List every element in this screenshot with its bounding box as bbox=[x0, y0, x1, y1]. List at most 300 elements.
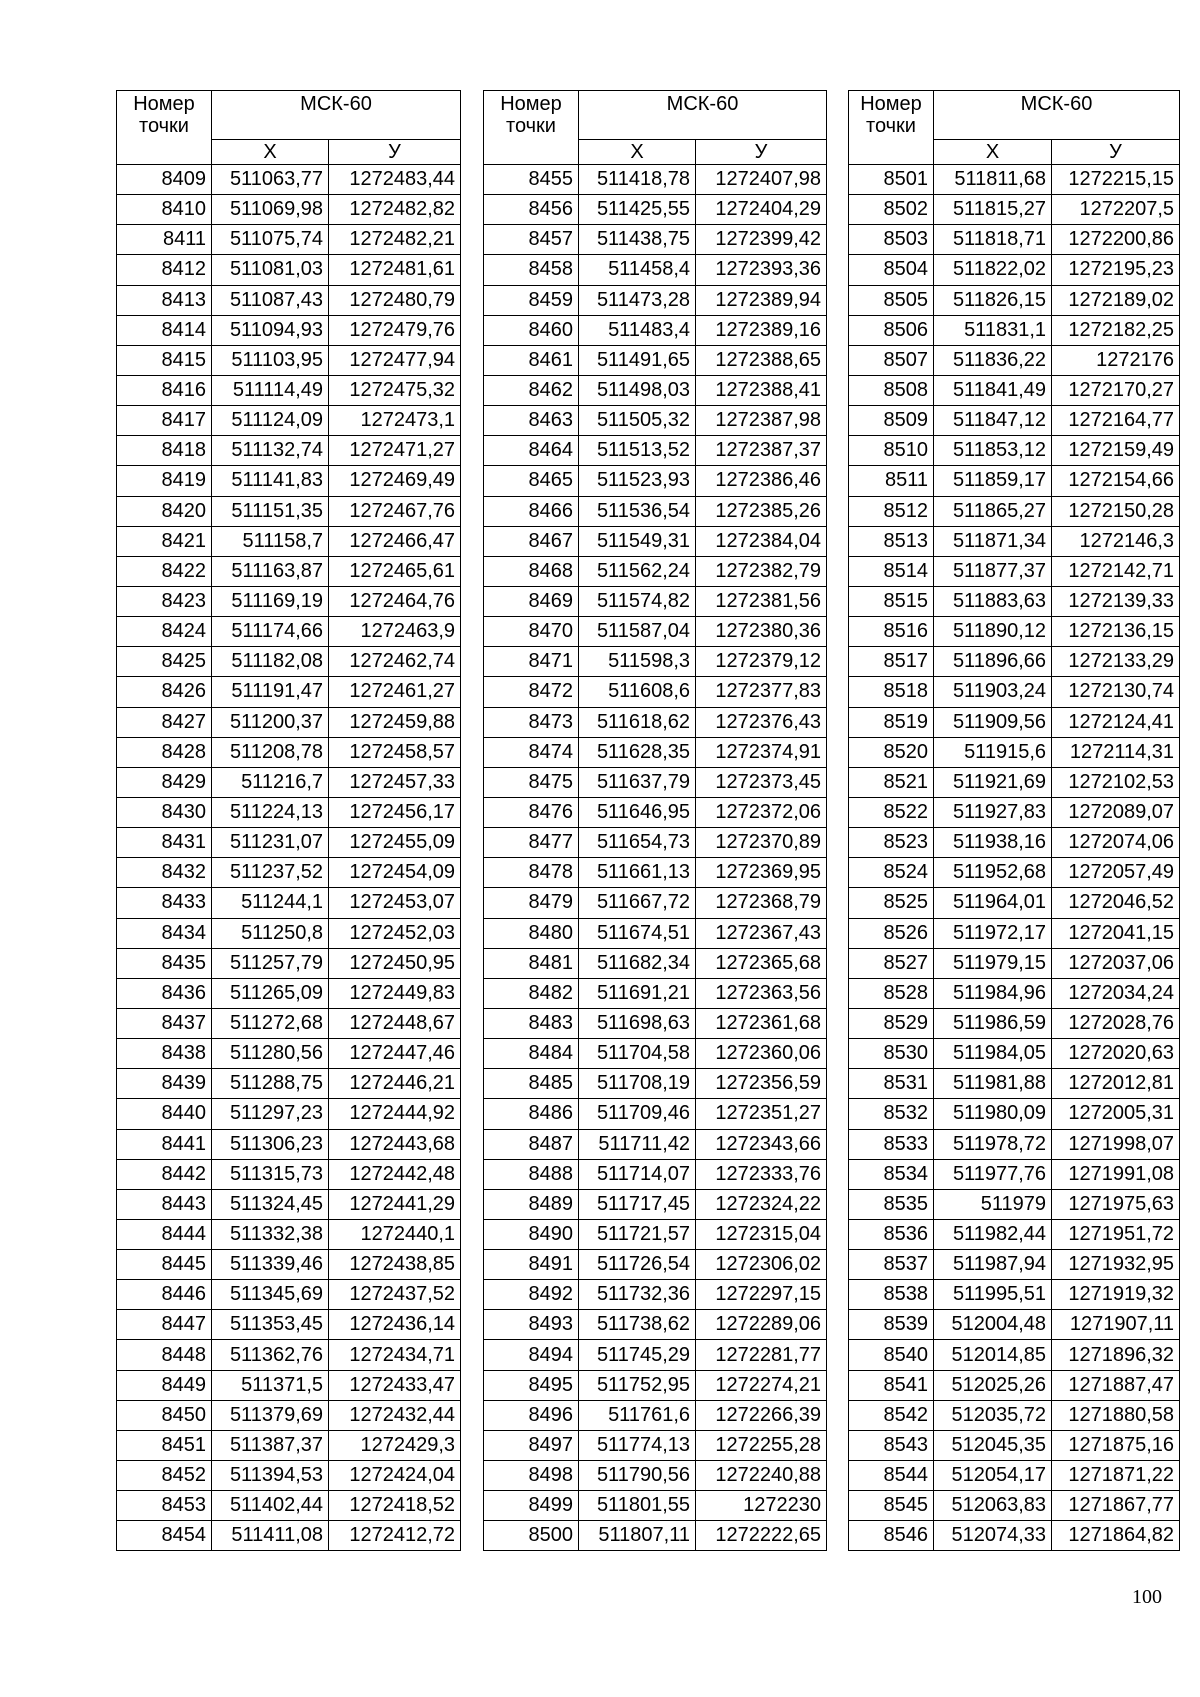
x-coordinate-cell: 511822,02 bbox=[934, 255, 1052, 285]
point-number-cell: 8475 bbox=[484, 767, 579, 797]
point-number-cell: 8514 bbox=[849, 556, 934, 586]
table-row bbox=[849, 767, 1180, 797]
point-number-cell: 8484 bbox=[484, 1039, 579, 1069]
point-number-cell: 8448 bbox=[117, 1340, 212, 1370]
x-coordinate-cell: 511790,56 bbox=[579, 1461, 696, 1491]
x-coordinate-cell: 511682,34 bbox=[579, 948, 696, 978]
table-row bbox=[117, 1340, 461, 1370]
x-coordinate-cell: 511831,1 bbox=[934, 315, 1052, 345]
y-coordinate-cell: 1272456,17 bbox=[329, 797, 461, 827]
point-number-cell: 8534 bbox=[849, 1159, 934, 1189]
table-row bbox=[117, 496, 461, 526]
y-coordinate-cell: 1272368,79 bbox=[696, 888, 827, 918]
table-row bbox=[484, 195, 827, 225]
point-number-cell: 8446 bbox=[117, 1280, 212, 1310]
point-number-cell: 8453 bbox=[117, 1491, 212, 1521]
x-coordinate-cell: 511774,13 bbox=[579, 1430, 696, 1460]
y-coordinate-cell: 1272215,15 bbox=[1052, 165, 1180, 195]
y-coordinate-cell: 1272437,52 bbox=[329, 1280, 461, 1310]
x-coordinate-cell: 511972,17 bbox=[934, 918, 1052, 948]
table-row bbox=[117, 1430, 461, 1460]
point-number-cell: 8542 bbox=[849, 1400, 934, 1430]
y-coordinate-cell: 1272074,06 bbox=[1052, 828, 1180, 858]
point-number-cell: 8540 bbox=[849, 1340, 934, 1370]
page-number: 100 bbox=[1132, 1586, 1162, 1608]
y-coordinate-cell: 1272376,43 bbox=[696, 707, 827, 737]
table-row bbox=[849, 1310, 1180, 1340]
x-coordinate-cell: 511250,8 bbox=[212, 918, 329, 948]
point-number-cell: 8481 bbox=[484, 948, 579, 978]
point-number-cell: 8417 bbox=[117, 406, 212, 436]
point-number-cell: 8539 bbox=[849, 1310, 934, 1340]
point-number-cell: 8433 bbox=[117, 888, 212, 918]
point-number-cell: 8424 bbox=[117, 617, 212, 647]
table-row bbox=[484, 1008, 827, 1038]
x-coordinate-cell: 511704,58 bbox=[579, 1039, 696, 1069]
point-number-cell: 8527 bbox=[849, 948, 934, 978]
point-number-cell: 8454 bbox=[117, 1521, 212, 1551]
x-coordinate-cell: 511979,15 bbox=[934, 948, 1052, 978]
coordinate-system-header: МСК-60 bbox=[934, 91, 1180, 140]
point-number-cell: 8487 bbox=[484, 1129, 579, 1159]
x-coordinate-cell: 511981,88 bbox=[934, 1069, 1052, 1099]
point-number-cell: 8508 bbox=[849, 375, 934, 405]
x-coordinate-cell: 511714,07 bbox=[579, 1159, 696, 1189]
table-row bbox=[117, 1159, 461, 1189]
point-number-cell: 8439 bbox=[117, 1069, 212, 1099]
point-number-cell: 8485 bbox=[484, 1069, 579, 1099]
point-number-cell: 8516 bbox=[849, 617, 934, 647]
table-row bbox=[484, 466, 827, 496]
table-row bbox=[117, 436, 461, 466]
table-row bbox=[849, 225, 1180, 255]
x-coordinate-cell: 511536,54 bbox=[579, 496, 696, 526]
x-coordinate-cell: 512045,35 bbox=[934, 1430, 1052, 1460]
x-coordinate-cell: 511628,35 bbox=[579, 737, 696, 767]
x-coordinate-cell: 511458,4 bbox=[579, 255, 696, 285]
point-number-cell: 8535 bbox=[849, 1189, 934, 1219]
y-coordinate-cell: 1272057,49 bbox=[1052, 858, 1180, 888]
x-coordinate-cell: 511418,78 bbox=[579, 165, 696, 195]
table-row bbox=[117, 1461, 461, 1491]
point-number-cell: 8515 bbox=[849, 586, 934, 616]
point-number-cell: 8492 bbox=[484, 1280, 579, 1310]
x-coordinate-cell: 511231,07 bbox=[212, 828, 329, 858]
y-coordinate-cell: 1272374,91 bbox=[696, 737, 827, 767]
table-row bbox=[484, 406, 827, 436]
table-row bbox=[849, 707, 1180, 737]
y-coordinate-cell: 1272471,27 bbox=[329, 436, 461, 466]
table-row bbox=[849, 1400, 1180, 1430]
y-coordinate-cell: 1272146,3 bbox=[1052, 526, 1180, 556]
x-coordinate-cell: 511587,04 bbox=[579, 617, 696, 647]
table-row bbox=[117, 647, 461, 677]
x-coordinate-cell: 511815,27 bbox=[934, 195, 1052, 225]
y-coordinate-cell: 1272479,76 bbox=[329, 315, 461, 345]
x-coordinate-cell: 511995,51 bbox=[934, 1280, 1052, 1310]
table-row bbox=[117, 1069, 461, 1099]
point-number-cell: 8517 bbox=[849, 647, 934, 677]
x-coordinate-cell: 511513,52 bbox=[579, 436, 696, 466]
y-coordinate-cell: 1271871,22 bbox=[1052, 1461, 1180, 1491]
x-coordinate-cell: 511709,46 bbox=[579, 1099, 696, 1129]
x-coordinate-cell: 511132,74 bbox=[212, 436, 329, 466]
x-coordinate-cell: 511826,15 bbox=[934, 285, 1052, 315]
table-row bbox=[484, 677, 827, 707]
table-row bbox=[484, 526, 827, 556]
y-coordinate-cell: 1272189,02 bbox=[1052, 285, 1180, 315]
y-coordinate-cell: 1272444,92 bbox=[329, 1099, 461, 1129]
y-coordinate-cell: 1272381,56 bbox=[696, 586, 827, 616]
x-coordinate-cell: 511637,79 bbox=[579, 767, 696, 797]
table-row bbox=[849, 1491, 1180, 1521]
table-row bbox=[484, 1219, 827, 1249]
x-coordinate-cell: 511896,66 bbox=[934, 647, 1052, 677]
x-coordinate-cell: 512035,72 bbox=[934, 1400, 1052, 1430]
point-number-cell: 8473 bbox=[484, 707, 579, 737]
y-coordinate-cell: 1272230 bbox=[696, 1491, 827, 1521]
x-coordinate-cell: 511297,23 bbox=[212, 1099, 329, 1129]
table-row bbox=[849, 375, 1180, 405]
point-number-header: Номер точки bbox=[484, 91, 579, 165]
x-coordinate-cell: 511708,19 bbox=[579, 1069, 696, 1099]
table-row bbox=[849, 1340, 1180, 1370]
point-number-cell: 8410 bbox=[117, 195, 212, 225]
x-coordinate-cell: 511169,19 bbox=[212, 586, 329, 616]
y-coordinate-cell: 1272480,79 bbox=[329, 285, 461, 315]
y-coordinate-cell: 1272133,29 bbox=[1052, 647, 1180, 677]
point-number-cell: 8451 bbox=[117, 1430, 212, 1460]
table-row bbox=[849, 496, 1180, 526]
y-coordinate-cell: 1272385,26 bbox=[696, 496, 827, 526]
x-coordinate-cell: 511711,42 bbox=[579, 1129, 696, 1159]
x-coordinate-cell: 511654,73 bbox=[579, 828, 696, 858]
y-coordinate-cell: 1272377,83 bbox=[696, 677, 827, 707]
table-row bbox=[849, 526, 1180, 556]
point-number-cell: 8541 bbox=[849, 1370, 934, 1400]
table-row bbox=[117, 1521, 461, 1551]
y-coordinate-cell: 1272453,07 bbox=[329, 888, 461, 918]
point-number-cell: 8436 bbox=[117, 978, 212, 1008]
point-number-cell: 8455 bbox=[484, 165, 579, 195]
y-coordinate-cell: 1271896,32 bbox=[1052, 1340, 1180, 1370]
x-coordinate-cell: 511339,46 bbox=[212, 1250, 329, 1280]
point-number-cell: 8428 bbox=[117, 737, 212, 767]
point-number-cell: 8513 bbox=[849, 526, 934, 556]
x-coordinate-cell: 511574,82 bbox=[579, 586, 696, 616]
table-row bbox=[849, 858, 1180, 888]
x-coordinate-cell: 511216,7 bbox=[212, 767, 329, 797]
table-row bbox=[117, 1370, 461, 1400]
y-coordinate-cell: 1272433,47 bbox=[329, 1370, 461, 1400]
point-number-cell: 8445 bbox=[117, 1250, 212, 1280]
point-number-cell: 8442 bbox=[117, 1159, 212, 1189]
table-row bbox=[849, 1039, 1180, 1069]
x-coordinate-cell: 511237,52 bbox=[212, 858, 329, 888]
point-number-cell: 8450 bbox=[117, 1400, 212, 1430]
y-coordinate-cell: 1272464,76 bbox=[329, 586, 461, 616]
table-row bbox=[849, 285, 1180, 315]
y-coordinate-cell: 1272130,74 bbox=[1052, 677, 1180, 707]
table-row bbox=[484, 1069, 827, 1099]
x-coordinate-cell: 511562,24 bbox=[579, 556, 696, 586]
y-coordinate-cell: 1272114,31 bbox=[1052, 737, 1180, 767]
point-number-cell: 8457 bbox=[484, 225, 579, 255]
point-number-cell: 8493 bbox=[484, 1310, 579, 1340]
y-coordinate-cell: 1272195,23 bbox=[1052, 255, 1180, 285]
x-coordinate-cell: 511986,59 bbox=[934, 1008, 1052, 1038]
point-number-cell: 8431 bbox=[117, 828, 212, 858]
y-coordinate-cell: 1272454,09 bbox=[329, 858, 461, 888]
point-number-cell: 8528 bbox=[849, 978, 934, 1008]
coordinates-table-3 bbox=[848, 90, 1180, 1551]
coordinate-system-header: МСК-60 bbox=[212, 91, 461, 140]
y-coordinate-cell: 1272343,66 bbox=[696, 1129, 827, 1159]
point-number-cell: 8490 bbox=[484, 1219, 579, 1249]
x-coordinate-cell: 511075,74 bbox=[212, 225, 329, 255]
x-coordinate-cell: 511865,27 bbox=[934, 496, 1052, 526]
x-coordinate-cell: 511063,77 bbox=[212, 165, 329, 195]
point-number-cell: 8543 bbox=[849, 1430, 934, 1460]
table-row bbox=[849, 1250, 1180, 1280]
table-row bbox=[484, 1129, 827, 1159]
x-coordinate-cell: 511124,09 bbox=[212, 406, 329, 436]
x-header: Х bbox=[212, 140, 329, 165]
x-coordinate-cell: 512014,85 bbox=[934, 1340, 1052, 1370]
table-row bbox=[484, 647, 827, 677]
table-row bbox=[117, 406, 461, 436]
y-coordinate-cell: 1272370,89 bbox=[696, 828, 827, 858]
point-number-cell: 8497 bbox=[484, 1430, 579, 1460]
x-coordinate-cell: 511980,09 bbox=[934, 1099, 1052, 1129]
table-row bbox=[849, 406, 1180, 436]
x-coordinate-cell: 511738,62 bbox=[579, 1310, 696, 1340]
y-coordinate-cell: 1272333,76 bbox=[696, 1159, 827, 1189]
table-row bbox=[484, 496, 827, 526]
point-number-cell: 8536 bbox=[849, 1219, 934, 1249]
point-number-cell: 8530 bbox=[849, 1039, 934, 1069]
table-row bbox=[849, 255, 1180, 285]
table-row bbox=[849, 556, 1180, 586]
x-coordinate-cell: 511103,95 bbox=[212, 345, 329, 375]
y-coordinate-cell: 1271864,82 bbox=[1052, 1521, 1180, 1551]
y-coordinate-cell: 1272102,53 bbox=[1052, 767, 1180, 797]
y-coordinate-cell: 1272139,33 bbox=[1052, 586, 1180, 616]
table-row bbox=[117, 285, 461, 315]
point-number-cell: 8512 bbox=[849, 496, 934, 526]
point-number-cell: 8452 bbox=[117, 1461, 212, 1491]
point-number-cell: 8435 bbox=[117, 948, 212, 978]
point-number-cell: 8509 bbox=[849, 406, 934, 436]
x-coordinate-cell: 511402,44 bbox=[212, 1491, 329, 1521]
x-coordinate-cell: 511818,71 bbox=[934, 225, 1052, 255]
table-row bbox=[484, 556, 827, 586]
point-number-cell: 8538 bbox=[849, 1280, 934, 1310]
point-number-cell: 8462 bbox=[484, 375, 579, 405]
table-row bbox=[484, 315, 827, 345]
table-row bbox=[484, 1400, 827, 1430]
y-coordinate-cell: 1272443,68 bbox=[329, 1129, 461, 1159]
x-coordinate-cell: 511752,95 bbox=[579, 1370, 696, 1400]
table-row bbox=[484, 737, 827, 767]
point-number-cell: 8483 bbox=[484, 1008, 579, 1038]
y-coordinate-cell: 1272388,65 bbox=[696, 345, 827, 375]
x-coordinate-cell: 511498,03 bbox=[579, 375, 696, 405]
y-coordinate-cell: 1272442,48 bbox=[329, 1159, 461, 1189]
point-number-cell: 8419 bbox=[117, 466, 212, 496]
point-number-cell: 8507 bbox=[849, 345, 934, 375]
y-coordinate-cell: 1272404,29 bbox=[696, 195, 827, 225]
x-coordinate-cell: 511836,22 bbox=[934, 345, 1052, 375]
table-row bbox=[849, 948, 1180, 978]
table-row bbox=[849, 617, 1180, 647]
y-coordinate-cell: 1272412,72 bbox=[329, 1521, 461, 1551]
y-coordinate-cell: 1272393,36 bbox=[696, 255, 827, 285]
point-number-cell: 8458 bbox=[484, 255, 579, 285]
table-row bbox=[117, 225, 461, 255]
x-coordinate-cell: 511847,12 bbox=[934, 406, 1052, 436]
point-number-cell: 8416 bbox=[117, 375, 212, 405]
x-coordinate-cell: 511069,98 bbox=[212, 195, 329, 225]
y-coordinate-cell: 1272154,66 bbox=[1052, 466, 1180, 496]
table-row bbox=[849, 1008, 1180, 1038]
y-coordinate-cell: 1272462,74 bbox=[329, 647, 461, 677]
x-coordinate-cell: 511224,13 bbox=[212, 797, 329, 827]
x-coordinate-cell: 511473,28 bbox=[579, 285, 696, 315]
table-row bbox=[117, 1099, 461, 1129]
table-row bbox=[117, 617, 461, 647]
x-coordinate-cell: 511977,76 bbox=[934, 1159, 1052, 1189]
x-coordinate-cell: 511332,38 bbox=[212, 1219, 329, 1249]
point-number-cell: 8413 bbox=[117, 285, 212, 315]
table-row bbox=[849, 345, 1180, 375]
point-number-cell: 8486 bbox=[484, 1099, 579, 1129]
point-number-cell: 8421 bbox=[117, 526, 212, 556]
point-number-cell: 8470 bbox=[484, 617, 579, 647]
point-number-cell: 8489 bbox=[484, 1189, 579, 1219]
point-number-cell: 8461 bbox=[484, 345, 579, 375]
y-coordinate-cell: 1271875,16 bbox=[1052, 1430, 1180, 1460]
y-coordinate-cell: 1272020,63 bbox=[1052, 1039, 1180, 1069]
table-row bbox=[484, 1430, 827, 1460]
table-row bbox=[117, 677, 461, 707]
x-coordinate-cell: 511549,31 bbox=[579, 526, 696, 556]
point-number-cell: 8495 bbox=[484, 1370, 579, 1400]
x-coordinate-cell: 511667,72 bbox=[579, 888, 696, 918]
x-coordinate-cell: 512025,26 bbox=[934, 1370, 1052, 1400]
point-number-cell: 8472 bbox=[484, 677, 579, 707]
x-coordinate-cell: 511345,69 bbox=[212, 1280, 329, 1310]
point-number-cell: 8467 bbox=[484, 526, 579, 556]
x-coordinate-cell: 511371,5 bbox=[212, 1370, 329, 1400]
point-number-cell: 8525 bbox=[849, 888, 934, 918]
table-row bbox=[849, 165, 1180, 195]
table-row bbox=[849, 1461, 1180, 1491]
point-number-cell: 8494 bbox=[484, 1340, 579, 1370]
y-coordinate-cell: 1272159,49 bbox=[1052, 436, 1180, 466]
y-coordinate-cell: 1272429,3 bbox=[329, 1430, 461, 1460]
point-number-cell: 8499 bbox=[484, 1491, 579, 1521]
x-coordinate-cell: 511491,65 bbox=[579, 345, 696, 375]
x-coordinate-cell: 511877,37 bbox=[934, 556, 1052, 586]
table-row bbox=[484, 978, 827, 1008]
point-number-cell: 8459 bbox=[484, 285, 579, 315]
x-coordinate-cell: 511081,03 bbox=[212, 255, 329, 285]
point-number-cell: 8426 bbox=[117, 677, 212, 707]
y-coordinate-cell: 1272386,46 bbox=[696, 466, 827, 496]
y-coordinate-cell: 1272455,09 bbox=[329, 828, 461, 858]
y-coordinate-cell: 1272361,68 bbox=[696, 1008, 827, 1038]
x-coordinate-cell: 511379,69 bbox=[212, 1400, 329, 1430]
point-number-cell: 8519 bbox=[849, 707, 934, 737]
table-row bbox=[484, 1189, 827, 1219]
table-row bbox=[484, 1370, 827, 1400]
y-coordinate-cell: 1272365,68 bbox=[696, 948, 827, 978]
y-coordinate-cell: 1271951,72 bbox=[1052, 1219, 1180, 1249]
table-row bbox=[849, 436, 1180, 466]
y-coordinate-cell: 1271998,07 bbox=[1052, 1129, 1180, 1159]
point-number-cell: 8434 bbox=[117, 918, 212, 948]
point-number-cell: 8432 bbox=[117, 858, 212, 888]
table-row bbox=[849, 647, 1180, 677]
y-coordinate-cell: 1272037,06 bbox=[1052, 948, 1180, 978]
y-coordinate-cell: 1272379,12 bbox=[696, 647, 827, 677]
y-coordinate-cell: 1272240,88 bbox=[696, 1461, 827, 1491]
x-coordinate-cell: 511394,53 bbox=[212, 1461, 329, 1491]
x-coordinate-cell: 511265,09 bbox=[212, 978, 329, 1008]
point-number-cell: 8520 bbox=[849, 737, 934, 767]
point-number-cell: 8491 bbox=[484, 1250, 579, 1280]
y-coordinate-cell: 1272382,79 bbox=[696, 556, 827, 586]
table-row bbox=[484, 1310, 827, 1340]
table-row bbox=[117, 888, 461, 918]
x-coordinate-cell: 511921,69 bbox=[934, 767, 1052, 797]
table-row bbox=[117, 586, 461, 616]
y-coordinate-cell: 1272150,28 bbox=[1052, 496, 1180, 526]
y-coordinate-cell: 1272457,33 bbox=[329, 767, 461, 797]
point-number-cell: 8523 bbox=[849, 828, 934, 858]
point-number-cell: 8430 bbox=[117, 797, 212, 827]
y-coordinate-cell: 1271907,11 bbox=[1052, 1310, 1180, 1340]
x-coordinate-cell: 511890,12 bbox=[934, 617, 1052, 647]
y-coordinate-cell: 1272089,07 bbox=[1052, 797, 1180, 827]
point-number-cell: 8488 bbox=[484, 1159, 579, 1189]
table-row bbox=[117, 195, 461, 225]
point-number-cell: 8545 bbox=[849, 1491, 934, 1521]
y-coordinate-cell: 1272473,1 bbox=[329, 406, 461, 436]
table-row bbox=[117, 858, 461, 888]
table-row bbox=[117, 1400, 461, 1430]
y-coordinate-cell: 1272289,06 bbox=[696, 1310, 827, 1340]
point-number-cell: 8414 bbox=[117, 315, 212, 345]
point-number-cell: 8526 bbox=[849, 918, 934, 948]
point-number-cell: 8511 bbox=[849, 466, 934, 496]
y-coordinate-cell: 1272461,27 bbox=[329, 677, 461, 707]
table-row bbox=[484, 828, 827, 858]
y-coordinate-cell: 1272324,22 bbox=[696, 1189, 827, 1219]
y-coordinate-cell: 1272384,04 bbox=[696, 526, 827, 556]
y-coordinate-cell: 1272399,42 bbox=[696, 225, 827, 255]
x-coordinate-cell: 511745,29 bbox=[579, 1340, 696, 1370]
x-coordinate-cell: 511915,6 bbox=[934, 737, 1052, 767]
y-coordinate-cell: 1272482,82 bbox=[329, 195, 461, 225]
point-number-cell: 8449 bbox=[117, 1370, 212, 1400]
x-coordinate-cell: 511141,83 bbox=[212, 466, 329, 496]
y-coordinate-cell: 1272389,16 bbox=[696, 315, 827, 345]
table-row bbox=[117, 255, 461, 285]
y-coordinate-cell: 1272389,94 bbox=[696, 285, 827, 315]
y-coordinate-cell: 1272028,76 bbox=[1052, 1008, 1180, 1038]
